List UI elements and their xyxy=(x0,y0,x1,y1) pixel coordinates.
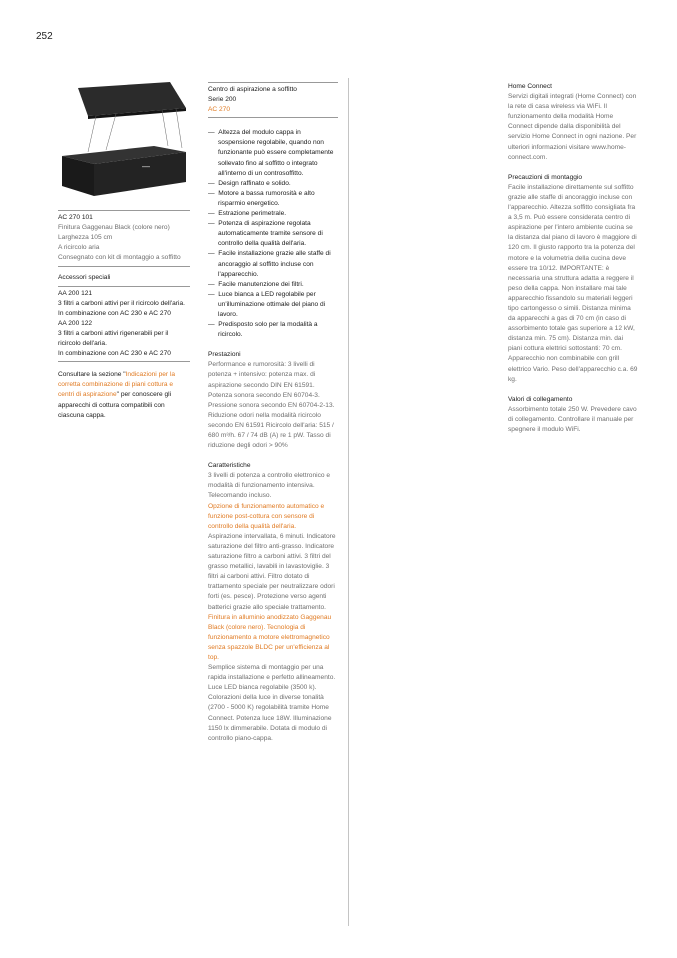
feature-item: — Design raffinato e solido. xyxy=(208,179,291,187)
feature-item: — Motore a bassa rumorosità e alto risparmio energetico. xyxy=(208,189,315,207)
divider xyxy=(58,210,190,211)
note-suffix: " per conoscere gli apparecchi di cottura compatibili con ciascuna cappa. xyxy=(58,391,172,419)
caratteristiche-text: Aspirazione intervallata, 6 minuti. Indicatore saturazione del filtro anti-grasso. Indicatore saturazione filtro a carboni attivi. 3 filtri del grasso metallici, lavabili in lavastoviglie. 3 filtri ai carboni attivi. Filtro dotato di trattamento speciale per neutralizzare odori forti (es. pesce). Protezione verso agenti batterici grazie allo speciale trattamento. xyxy=(208,532,336,611)
accessory-code: AA 200 122 xyxy=(58,319,93,327)
prestazioni-title: Prestazioni xyxy=(208,351,241,359)
prestazioni-text: Performance e rumorosità: 3 livelli di potenza + intensivo: potenza max. di aspirazione secondo DIN EN 61591. Potenza sonora secondo EN 60704-3. Pressione sonora secondo EN 60704-2-13. Riduzione odori nella modalità ricircolo secondo EN 61591 Ricircolo dell'aria: 515 / 680 m³/h. 67 / 74 dB (A) re 1 pW. Tasso di riduzione degli odori > 90% xyxy=(208,361,335,450)
left-column xyxy=(58,208,190,421)
column-divider xyxy=(348,78,349,926)
divider xyxy=(58,361,190,362)
caratteristiche-text: 3 livelli di potenza a controllo elettronico e modalità di funzionamento intensiva. Telecomando incluso. xyxy=(208,472,331,500)
feature-item: — Luce bianca a LED regolabile per un'illuminazione ottimale del piano di lavoro. xyxy=(208,290,326,318)
suspension-cable xyxy=(106,114,116,150)
spec-recirculation: A ricircolo aria xyxy=(58,244,100,252)
feature-item: — Potenza di aspirazione regolata automaticamente tramite sensore di controllo della qualità dell'aria. xyxy=(208,220,323,248)
divider xyxy=(58,286,190,287)
spec-width: Larghezza 105 cm xyxy=(58,234,113,242)
spec-mounting-kit: Consegnato con kit di montaggio a soffitto xyxy=(58,254,181,262)
model-code: AC 270 101 xyxy=(58,214,93,221)
accessory-compat: In combinazione con AC 230 e AC 270 xyxy=(58,309,171,317)
note-prefix: Consultare la sezione " xyxy=(58,371,126,379)
product-series: Serie 200 xyxy=(208,96,237,104)
divider xyxy=(58,266,190,267)
ceiling-hood-photo xyxy=(58,80,188,200)
hood-logo xyxy=(142,166,150,167)
accessories-title: Accessori speciali xyxy=(58,274,111,282)
suspension-cable xyxy=(176,109,182,148)
page-number: 252 xyxy=(36,31,53,42)
suspension-cable xyxy=(162,110,168,146)
product-category: Centro di aspirazione a soffitto xyxy=(208,86,297,93)
compat-link[interactable]: Indicazioni per la corretta combinazione di piani cottura e centri di aspirazione xyxy=(58,371,176,399)
caratteristiche-highlight: Finitura in alluminio anodizzato Gaggenau Black (colore nero). Tecnologia di funzionamento a motore elettromagnetico senza spazzole BLDC per un'efficienza al top. xyxy=(208,613,332,661)
home-connect-text: Servizi digitali integrati (Home Connect) con la rete di casa wireless via WiFi. Il funzionamento della modalità Home Connect dipende dalla disponibilità del servizio Home Connect in ogni nazione. Per ulteriori informazioni visitare www.home-connect.com. xyxy=(508,93,637,161)
divider xyxy=(208,117,338,118)
right-column xyxy=(508,82,638,435)
product-model: AC 270 xyxy=(208,106,230,114)
compat-note xyxy=(58,370,190,420)
caratteristiche-title: Caratteristiche xyxy=(208,462,251,470)
home-connect-title: Home Connect xyxy=(508,83,552,90)
caratteristiche-highlight: Opzione di funzionamento automatico e funzione post-cottura con sensore di controllo della qualità dell'aria. xyxy=(208,502,325,530)
precauzioni-title: Precauzioni di montaggio xyxy=(508,173,583,181)
accessory-code: AA 200 121 xyxy=(58,289,93,297)
precauzioni-text: Facile installazione direttamente sul soffitto grazie alle staffe di ancoraggio incluse con l'apparecchio. Altezza soffitto consigliata fra a 3,5 m. Può essere considerata centro di aspirazione per l'intero ambiente cucina se la distanza dal piano di lavoro è maggiore di 120 cm. Il giusto rapporto tra la potenza del motore e la volumetria della cucina deve essere tra 10/12. IMPORTANTE: è necessaria una struttura adatta a reggere il peso della cappa. Non installare mai tale apparecchio fissandolo su materiali leggeri tipo cartongesso o simili. Distanza minima da apparecchi a gas di 70 cm (in caso di assorbimento totale gas superiore a 12 kW, distanza min. 75 cm). Distanza min. dai piani cottura elettrici sottostanti: 70 cm. Apparecchio non combinabile con grill elettrico Vario. Peso dell'apparecchio c.a. 69 kg. xyxy=(508,183,638,383)
valori-title: Valori di collegamento xyxy=(508,395,573,403)
accessory-desc: 3 filtri a carboni attivi per il ricircolo dell'aria. xyxy=(58,299,185,307)
spec-finish: Finitura Gaggenau Black (colore nero) xyxy=(58,224,170,232)
feature-item: — Altezza del modulo cappa in sospensione regolabile, quando non funzionante può essere completamente sollevato fino al soffitto o integrato all'interno di un controsoffitto. xyxy=(208,129,334,177)
feature-item: — Predisposto solo per la modalità a ricircolo. xyxy=(208,321,318,339)
feature-item: — Facile manutenzione dei filtri. xyxy=(208,280,304,288)
accessory-compat: In combinazione con AC 230 e AC 270 xyxy=(58,350,171,358)
caratteristiche-text: Semplice sistema di montaggio per una rapida installazione e perfetto allineamento. Luce LED bianca regolabile (3500 k). Colorazioni della luce in diverse tonalità (2700 - 5000 K) regolabilità tramite Home Connect. Potenza luce 18W. Illuminazione 1150 lx dimmerabile. Dotata di modulo di controllo piano-cappa. xyxy=(208,664,336,742)
divider xyxy=(208,82,338,83)
suspension-cable xyxy=(88,116,96,152)
feature-item: — Estrazione perimetrale. xyxy=(208,210,287,218)
accessory-desc: 3 filtri a carboni attivi rigenerabili per il ricircolo dell'aria. xyxy=(58,329,169,348)
middle-column xyxy=(208,82,338,744)
valori-text: Assorbimento totale 250 W. Prevedere cavo di collegamento. Controllare il manuale per spegnere il modulo WiFi. xyxy=(508,405,637,433)
feature-item: — Facile installazione grazie alle staffe di ancoraggio al soffitto incluse con l'apparecchio. xyxy=(208,250,331,278)
